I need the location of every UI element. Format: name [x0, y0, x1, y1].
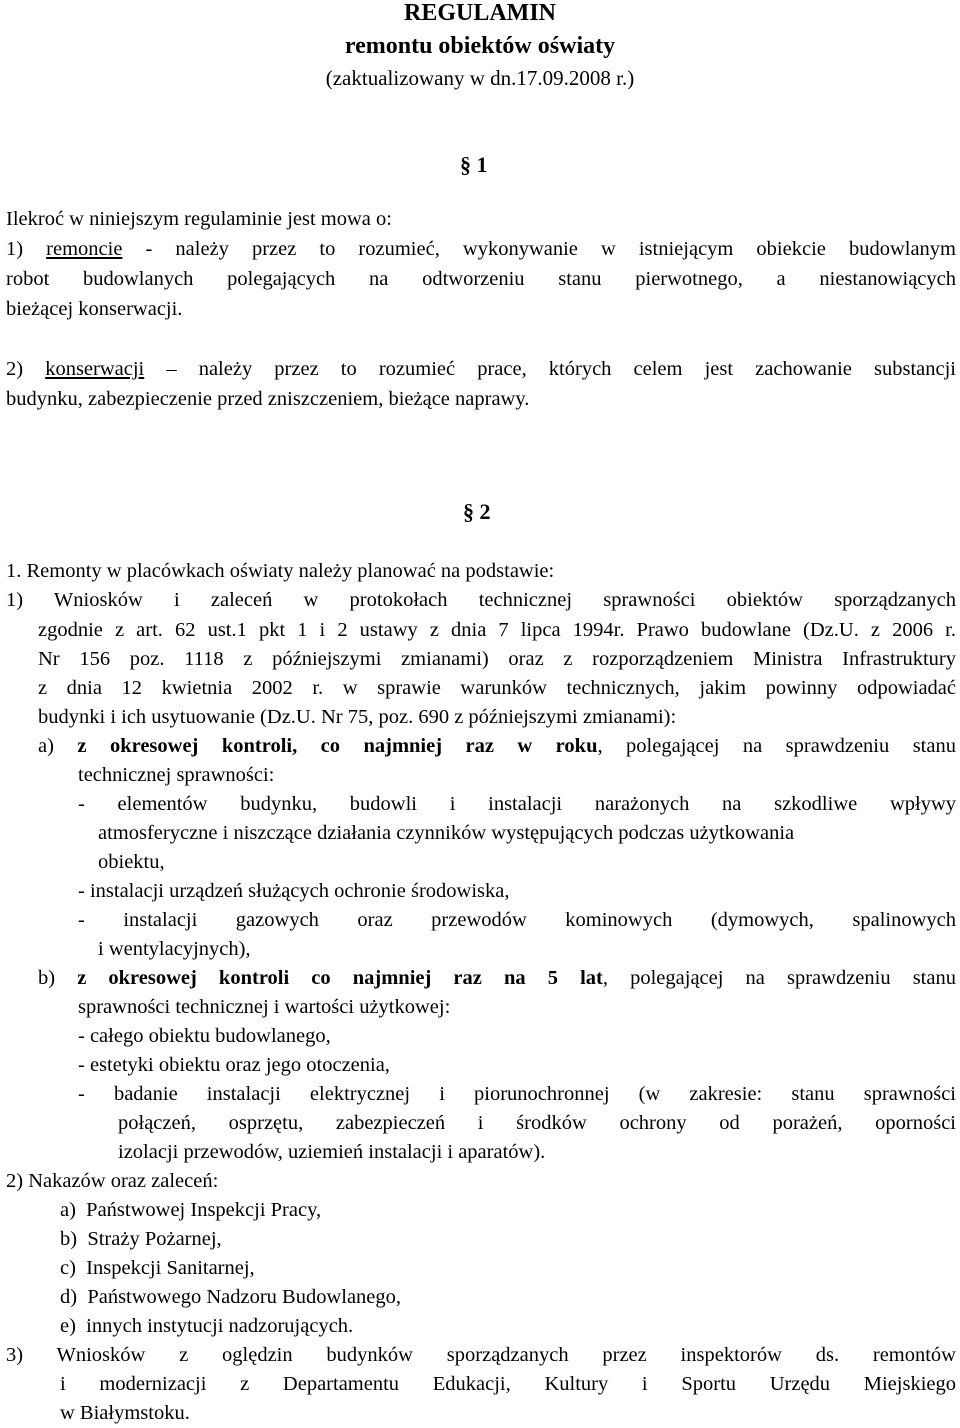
basis-3-line-2: i modernizacji z Departamentu Edukacji, Kultury i Sportu Urzędu Miejskiego	[60, 1373, 956, 1395]
basis-1-line-4: z dnia 12 kwietnia 2002 r. w sprawie warunków technicznych, jakim powinny odpowiadać	[38, 677, 956, 699]
document-subtitle: remontu obiektów oświaty	[344, 33, 616, 59]
definition-konserwacja-line-1	[6, 355, 956, 384]
inspection-a-line-1	[38, 732, 956, 761]
basis-3-line-1: 3) Wniosków z oględzin budynków sporządzanych przez inspektorów ds. remontów	[6, 1344, 956, 1366]
inspection-b-frequency: z okresowej kontroli co najmniej raz na 5 lat	[77, 967, 603, 989]
inspection-b-dash-3-line-1: - badanie instalacji elektrycznej i piorunochronnej (w zakresie: stanu sprawności	[78, 1083, 956, 1105]
basis-3-line-3: w Białymstoku.	[60, 1402, 190, 1424]
definition-text: - należy przez to rozumieć, wykonywanie w istniejącym obiekcie budowlanym	[122, 238, 956, 260]
section-1-heading: § 1	[460, 152, 488, 177]
inspection-b-line-2: sprawności technicznej i wartości użytkowej:	[78, 996, 451, 1018]
inspection-a-dash-1-line-2: atmosferyczne i niszczące działania czynników występujących podczas użytkowania	[98, 822, 795, 844]
basis-2-heading: 2) Nakazów oraz zaleceń:	[6, 1170, 219, 1192]
inspection-b-dash-1: - całego obiektu budowlanego,	[78, 1025, 331, 1047]
inspection-a-dash-1-line-1: - elementów budynku, budowli i instalacji narażonych na szkodliwe wpływy	[78, 793, 956, 815]
inspection-a-label: a)	[38, 735, 78, 757]
basis-1-line-5: budynki i ich usytuowanie (Dz.U. Nr 75, poz. 690 z późniejszymi zmianami):	[38, 706, 677, 728]
inspection-a-dash-1-line-3: obiektu,	[98, 851, 165, 873]
basis-1-line-1: 1) Wniosków i zaleceń w protokołach technicznej sprawności obiektów sporządzanych	[6, 589, 956, 611]
inspection-b-dash-2: - estetyki obiektu oraz jego otoczenia,	[78, 1054, 390, 1076]
inspection-a-dash-3-line-2: i wentylacyjnych),	[98, 938, 251, 960]
basis-2-item-b: b) Straży Pożarnej,	[60, 1228, 222, 1250]
section-2-paragraph-1: 1. Remonty w placówkach oświaty należy planować na podstawie:	[6, 560, 555, 582]
term-remoncie: remoncie	[46, 238, 123, 260]
inspection-a-dash-2: - instalacji urządzeń służących ochronie środowiska,	[78, 880, 510, 902]
definition-text: – należy przez to rozumieć prace, których celem jest zachowanie substancji	[144, 358, 956, 380]
definition-remont-line-3: bieżącej konserwacji.	[6, 298, 183, 320]
inspection-b-line-1	[38, 964, 956, 993]
basis-2-item-e: e) innych instytucji nadzorujących.	[60, 1315, 354, 1337]
definition-remont-line-1	[6, 235, 956, 264]
basis-1-line-2: zgodnie z art. 62 ust.1 pkt 1 i 2 ustawy z dnia 7 lipca 1994r. Prawo budowlane (Dz.U. z 2006 r.	[38, 619, 956, 641]
definition-konserwacja-line-2: budynku, zabezpieczenie przed zniszczeniem, bieżące naprawy.	[6, 388, 530, 410]
term-konserwacji: konserwacji	[45, 358, 145, 380]
definition-number: 2)	[6, 358, 46, 380]
basis-2-item-c: c) Inspekcji Sanitarnej,	[60, 1257, 255, 1279]
inspection-a-frequency: z okresowej kontroli, co najmniej raz w roku	[77, 735, 598, 757]
inspection-a-dash-3-line-1: - instalacji gazowych oraz przewodów kominowych (dymowych, spalinowych	[78, 909, 956, 931]
inspection-a-line-2: technicznej sprawności:	[78, 764, 275, 786]
definition-remont-line-2: robot budowlanych polegających na odtworzeniu stanu pierwotnego, a niestanowiących	[6, 268, 956, 290]
basis-2-item-a: a) Państwowej Inspekcji Pracy,	[60, 1199, 322, 1221]
definition-number: 1)	[6, 238, 47, 260]
update-date: (zaktualizowany w dn.17.09.2008 r.)	[325, 66, 635, 90]
basis-1-line-3: Nr 156 poz. 1118 z późniejszymi zmianami) oraz z rozporządzeniem Ministra Infrastruktury	[38, 648, 956, 670]
inspection-b-text: , polegającej na sprawdzeniu stanu	[602, 967, 956, 989]
basis-2-item-d: d) Państwowego Nadzoru Budowlanego,	[60, 1286, 402, 1308]
inspection-b-dash-3-line-2: połączeń, osprzętu, zabezpieczeń i środków ochrony od porażeń, oporności	[118, 1112, 956, 1134]
inspection-b-dash-3-line-3: izolacji przewodów, uziemień instalacji i aparatów).	[118, 1141, 546, 1163]
inspection-a-text: , polegającej na sprawdzeniu stanu	[597, 735, 956, 757]
document-title: REGULAMIN	[403, 0, 556, 26]
section-2-heading: § 2	[463, 499, 491, 524]
section-1-intro: Ilekroć w niniejszym regulaminie jest mowa o:	[6, 208, 392, 230]
inspection-b-label: b)	[38, 967, 78, 989]
